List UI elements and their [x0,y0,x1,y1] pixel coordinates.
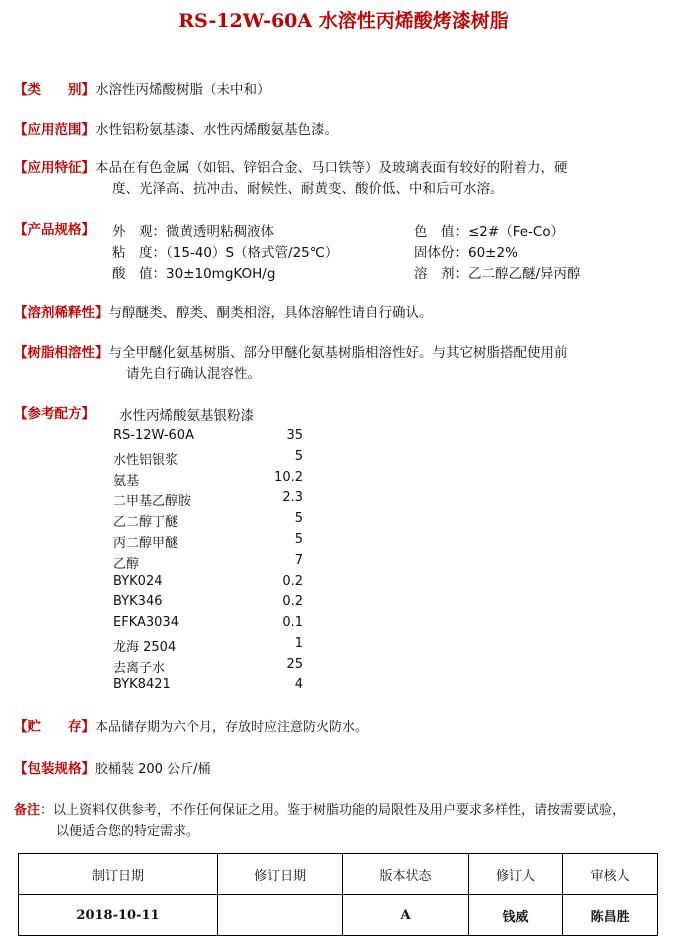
spec-color: 色 值：≤2#（Fe-Co） [414,224,565,240]
formula-item: BYK8421 4 [113,677,303,692]
disclaimer-note [14,800,675,842]
formula-name: 水性丙烯酸氨基银粉漆 [119,408,254,424]
spec-acid-value: 酸 值：30±10mgKOH/g [112,266,276,282]
packaging-section [14,759,677,780]
spec-solvent: 溶 剂：乙二醇乙醚/异丙醇 [414,266,581,282]
specs-label: 【产品规格】 [14,222,95,238]
scope-text: 水性铝粉氨基漆、水性丙烯酸氨基色漆。 [95,122,338,138]
cell-reviewer: 陈昌胜 [563,895,658,936]
formula-label: 【参考配方】 [14,406,95,422]
formula-item: 乙二醇丁醚 5 [113,511,303,530]
cell-reviser: 钱威 [468,895,563,936]
header-cell: 制订日期 [19,854,218,895]
note-line1: ：以上资料仅供参考，不作任何保证之用。鉴于树脂功能的局限性及用户要求多样性，请按需要试验， [40,803,626,818]
dilution-label: 【溶剂稀释性】 [14,305,109,321]
cell-revised-date [218,895,343,936]
spec-viscosity: 粘 度：（15-40）S（格式管/25℃） [112,245,339,261]
scope-label: 【应用范围】 [14,122,95,138]
table-row [19,895,658,936]
formula-item: 去离子水 25 [113,657,303,676]
compat-section [14,343,677,385]
formula-item: 乙醇 7 [113,553,303,572]
formula-item: 丙二醇甲醚 5 [113,532,303,551]
dilution-text: 与醇醚类、醇类、酮类相溶，具体溶解性请自行确认。 [108,305,433,321]
header-cell: 修订人 [468,854,563,895]
formula-item: BYK346 0.2 [113,594,303,609]
compat-line1: 与全甲醚化氨基树脂、部分甲醚化氨基树脂相溶性好。与其它树脂搭配使用前 [108,345,568,361]
header-cell: 版本状态 [343,854,468,895]
formula-item: 龙海 2504 1 [113,636,303,655]
formula-item: EFKA3034 0.1 [113,615,303,630]
spec-appearance: 外 观：微黄透明粘稠液体 [112,224,274,240]
scope-section [14,120,677,141]
features-label: 【应用特征】 [14,160,95,176]
category-text: 水溶性丙烯酸树脂（未中和） [95,82,271,98]
packaging-text: 胶桶装 200 公斤/桶 [95,762,211,777]
spec-solids: 固体份：60±2% [414,245,518,261]
revision-table [18,853,658,936]
formula-item: BYK024 0.2 [113,574,303,589]
document-title: RS-12W-60A 水溶性丙烯酸烤漆树脂 [178,10,509,32]
note-label: 备注 [14,803,41,818]
storage-label: 【贮 存】 [14,719,95,735]
category-label: 【类 别】 [14,82,95,98]
formula-item: 氨基 10.2 [113,470,303,489]
features-line2: 度、光泽高、抗冲击、耐候性、耐黄变、酸价低、中和后可水溶。 [112,181,504,197]
storage-text: 本品储存期为六个月，存放时应注意防火防水。 [95,720,369,735]
formula-item: 二甲基乙醇胺 2.3 [113,490,303,509]
cell-version: A [343,895,468,936]
packaging-label: 【包装规格】 [14,761,95,777]
formula-section [14,404,677,425]
category-section [14,80,677,101]
features-line1: 本品在有色金属（如铝、锌铝合金、马口铁等）及玻璃表面有较好的附着力，硬 [95,160,568,176]
header-cell: 修订日期 [218,854,343,895]
table-header-row [19,854,658,895]
formula-item: RS-12W-60A 35 [113,428,303,443]
features-section [14,158,677,200]
compat-label: 【树脂相溶性】 [14,345,109,361]
cell-made-date: 2018-10-11 [19,895,218,936]
formula-item: 水性铝银浆 5 [113,449,303,468]
storage-section [14,717,677,738]
compat-line2: 请先自行确认混容性。 [126,366,261,382]
dilution-section [14,303,677,324]
note-line2: 以便适合您的特定需求。 [56,824,200,839]
header-cell: 审核人 [563,854,658,895]
